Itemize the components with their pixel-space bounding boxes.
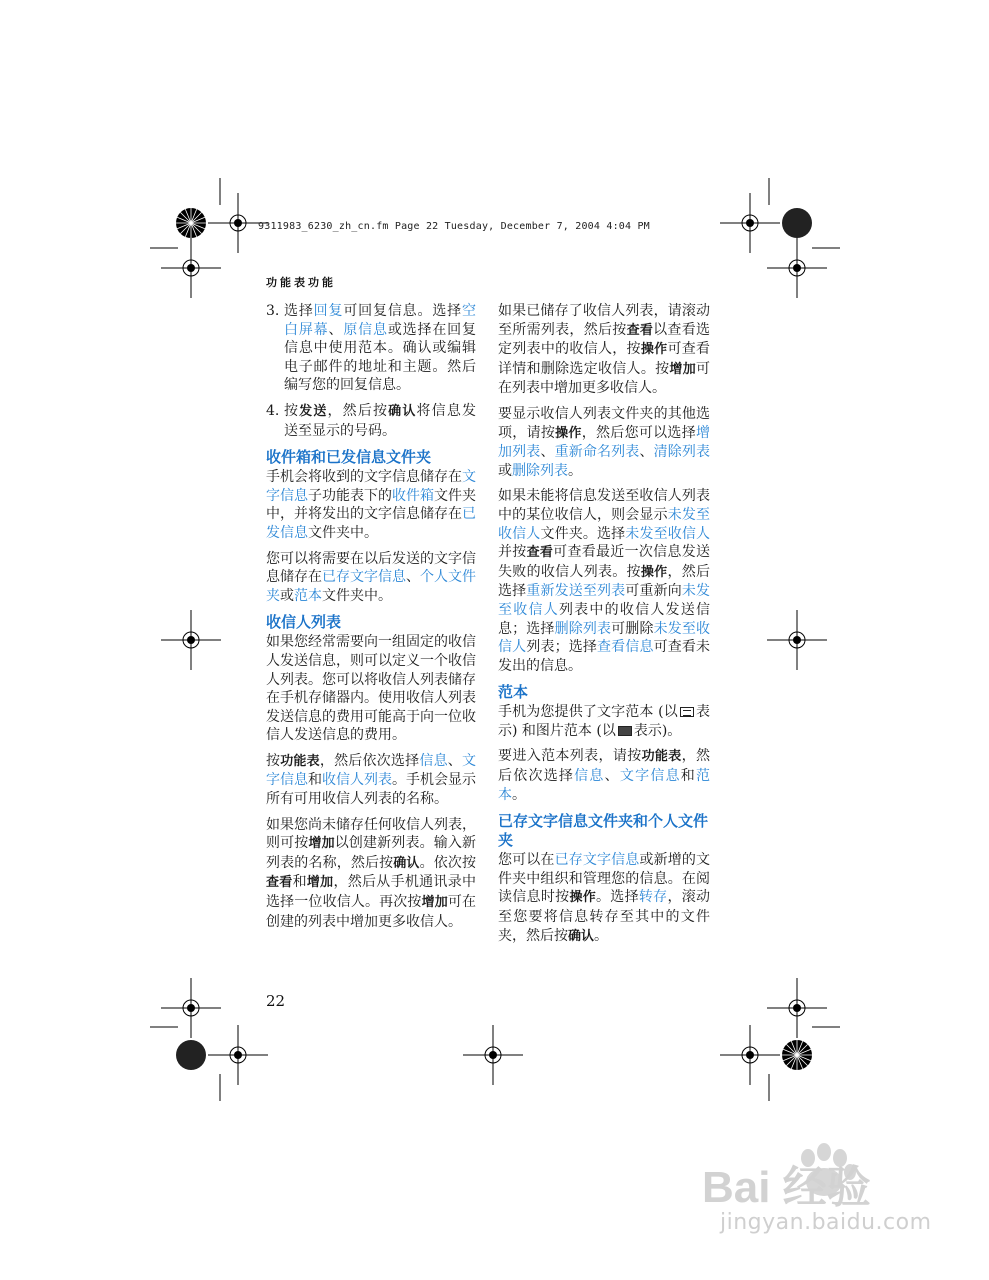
list-number: 4. [266, 402, 280, 419]
paragraph: 手机会将收到的文字信息储存在文字信息子功能表下的收件箱文件夹中，并将发出的文字信息储存在已发信息文件夹中。 [266, 469, 476, 541]
watermark-url: jingyan.baidu.com [720, 1210, 932, 1235]
paragraph: 要进入范本列表，请按功能表，然后依次选择信息、文字信息和范本。 [498, 748, 711, 803]
link-templates[interactable]: 范本 [294, 587, 322, 604]
link-undelivered[interactable]: 未发至收信人 [498, 506, 711, 542]
link-add-list[interactable]: 增加列表 [498, 424, 710, 461]
list-text: 按发送，然后按确认将信息发送至显示的号码。 [284, 402, 477, 439]
section-label: 功能表功能 [266, 276, 336, 289]
paragraph: 您可以在已存文字信息或新增的文件夹中组织和管理您的信息。在阅读信息时按操作。选择转存，滚动至您要将信息转存至其中的文件夹，然后按确认。 [498, 852, 711, 944]
paragraph: 您可以将需要在以后发送的文字信息储存在已存文字信息、个人文件夹或范本文件夹中。 [266, 550, 476, 604]
list-number: 3. [266, 303, 280, 319]
paragraph: 要显示收信人列表文件夹的其他选项，请按操作，然后您可以选择增加列表、重新命名列表、清除列表或删除列表。 [498, 405, 711, 479]
list-item-3 [266, 302, 476, 395]
link-undelivered[interactable]: 未发至收信人 [625, 525, 711, 542]
link-templates[interactable]: 范本 [498, 768, 711, 803]
paragraph: 如果已储存了收信人列表，请滚动至所需列表，然后按查看以查看选定列表中的收信人，按操作可查看详情和删除选定收信人。按增加可在列表中增加更多收信人。 [498, 303, 711, 397]
paragraph: 如果您尚未储存任何收信人列表，则可按增加以创建新列表。输入新列表的名称，然后按确认。依次按查看和增加，然后从手机通讯录中选择一位收信人。再次按增加可在创建的列表中增加更多收信人。 [266, 816, 477, 930]
link-original-message[interactable]: 原信息 [343, 321, 388, 338]
link-undelivered[interactable]: 未发至收信人 [498, 583, 711, 618]
paragraph: 按功能表，然后依次选择信息、文字信息和收信人列表。手机会显示所有可用收信人列表的名称。 [266, 752, 477, 808]
link-distribution-lists[interactable]: 收信人列表 [322, 772, 392, 789]
list-text: 选择回复可回复信息。选择空白屏幕、原信息或选择在回复信息中使用范本。确认或编辑电子邮件的地址和主题。然后编写您的回复信息。 [284, 303, 477, 394]
link-my-folders[interactable]: 个人文件夹 [266, 569, 476, 604]
heading-templates: 范本 [498, 683, 529, 702]
right-column [498, 302, 710, 953]
link-delete-list[interactable]: 删除列表 [512, 462, 568, 479]
link-resend-to-list[interactable]: 重新发送至列表 [526, 583, 626, 600]
heading-inbox-sent: 收件箱和已发信息文件夹 [266, 448, 432, 467]
paragraph: 如果未能将信息发送至收信人列表中的某位收信人，则会显示未发至收信人文件夹。选择未发至收信人并按查看可查看最近一次信息发送失败的收信人列表。按操作，然后选择重新发送至列表可重新向未发至收信人列表中的收信人发送信息；选择删除列表可删除未发至收信人列表；选择查看信息可查看未发出的信息。 [498, 488, 711, 674]
link-saved-items[interactable]: 已存文字信息 [554, 852, 640, 869]
link-delete-list[interactable]: 删除列表 [554, 620, 612, 637]
link-clear-list[interactable]: 清除列表 [653, 444, 711, 461]
link-saved-items[interactable]: 已存文字信息 [322, 569, 406, 586]
heading-distribution-lists: 收信人列表 [266, 613, 342, 632]
file-info-header: 9311983_6230_zh_cn.fm Page 22 Tuesday, December 7, 2004 4:04 PM [258, 221, 650, 232]
list-item-4 [266, 402, 476, 440]
watermark-brand: Bai 经验 [702, 1163, 871, 1212]
link-blank-screen[interactable]: 空白屏幕 [284, 303, 477, 338]
link-move[interactable]: 转存 [638, 889, 668, 906]
link-messages[interactable]: 信息 [419, 752, 448, 769]
link-text-messages[interactable]: 文字信息 [619, 768, 681, 785]
link-sent-items[interactable]: 已发信息 [266, 506, 476, 541]
link-undelivered[interactable]: 未发至收信人 [498, 620, 711, 656]
picture-template-icon [618, 726, 632, 736]
link-view-message[interactable]: 查看信息 [597, 639, 654, 656]
paragraph: 如果您经常需要向一组固定的收信人发送信息，则可以定义一个收信人列表。您可以将收信人列表储存在手机存储器内。使用收信人列表发送信息的费用可能高于向一位收信人发送信息的费用。 [266, 634, 476, 744]
link-reply[interactable]: 回复 [313, 303, 344, 319]
link-inbox[interactable]: 收件箱 [392, 487, 434, 504]
link-text-messages[interactable]: 文字信息 [266, 469, 476, 504]
link-text-messages[interactable]: 文字信息 [266, 752, 477, 789]
left-column [266, 302, 476, 938]
page-number: 22 [266, 992, 286, 1010]
paragraph: 手机为您提供了文字范本 (以 表示) 和图片范本 (以 表示)。 [498, 704, 710, 739]
text-template-icon [680, 707, 694, 717]
link-messages[interactable]: 信息 [574, 768, 605, 785]
heading-saved-folders: 已存文字信息文件夹和个人文件夹 [498, 812, 709, 850]
link-rename-list[interactable]: 重新命名列表 [554, 444, 640, 461]
